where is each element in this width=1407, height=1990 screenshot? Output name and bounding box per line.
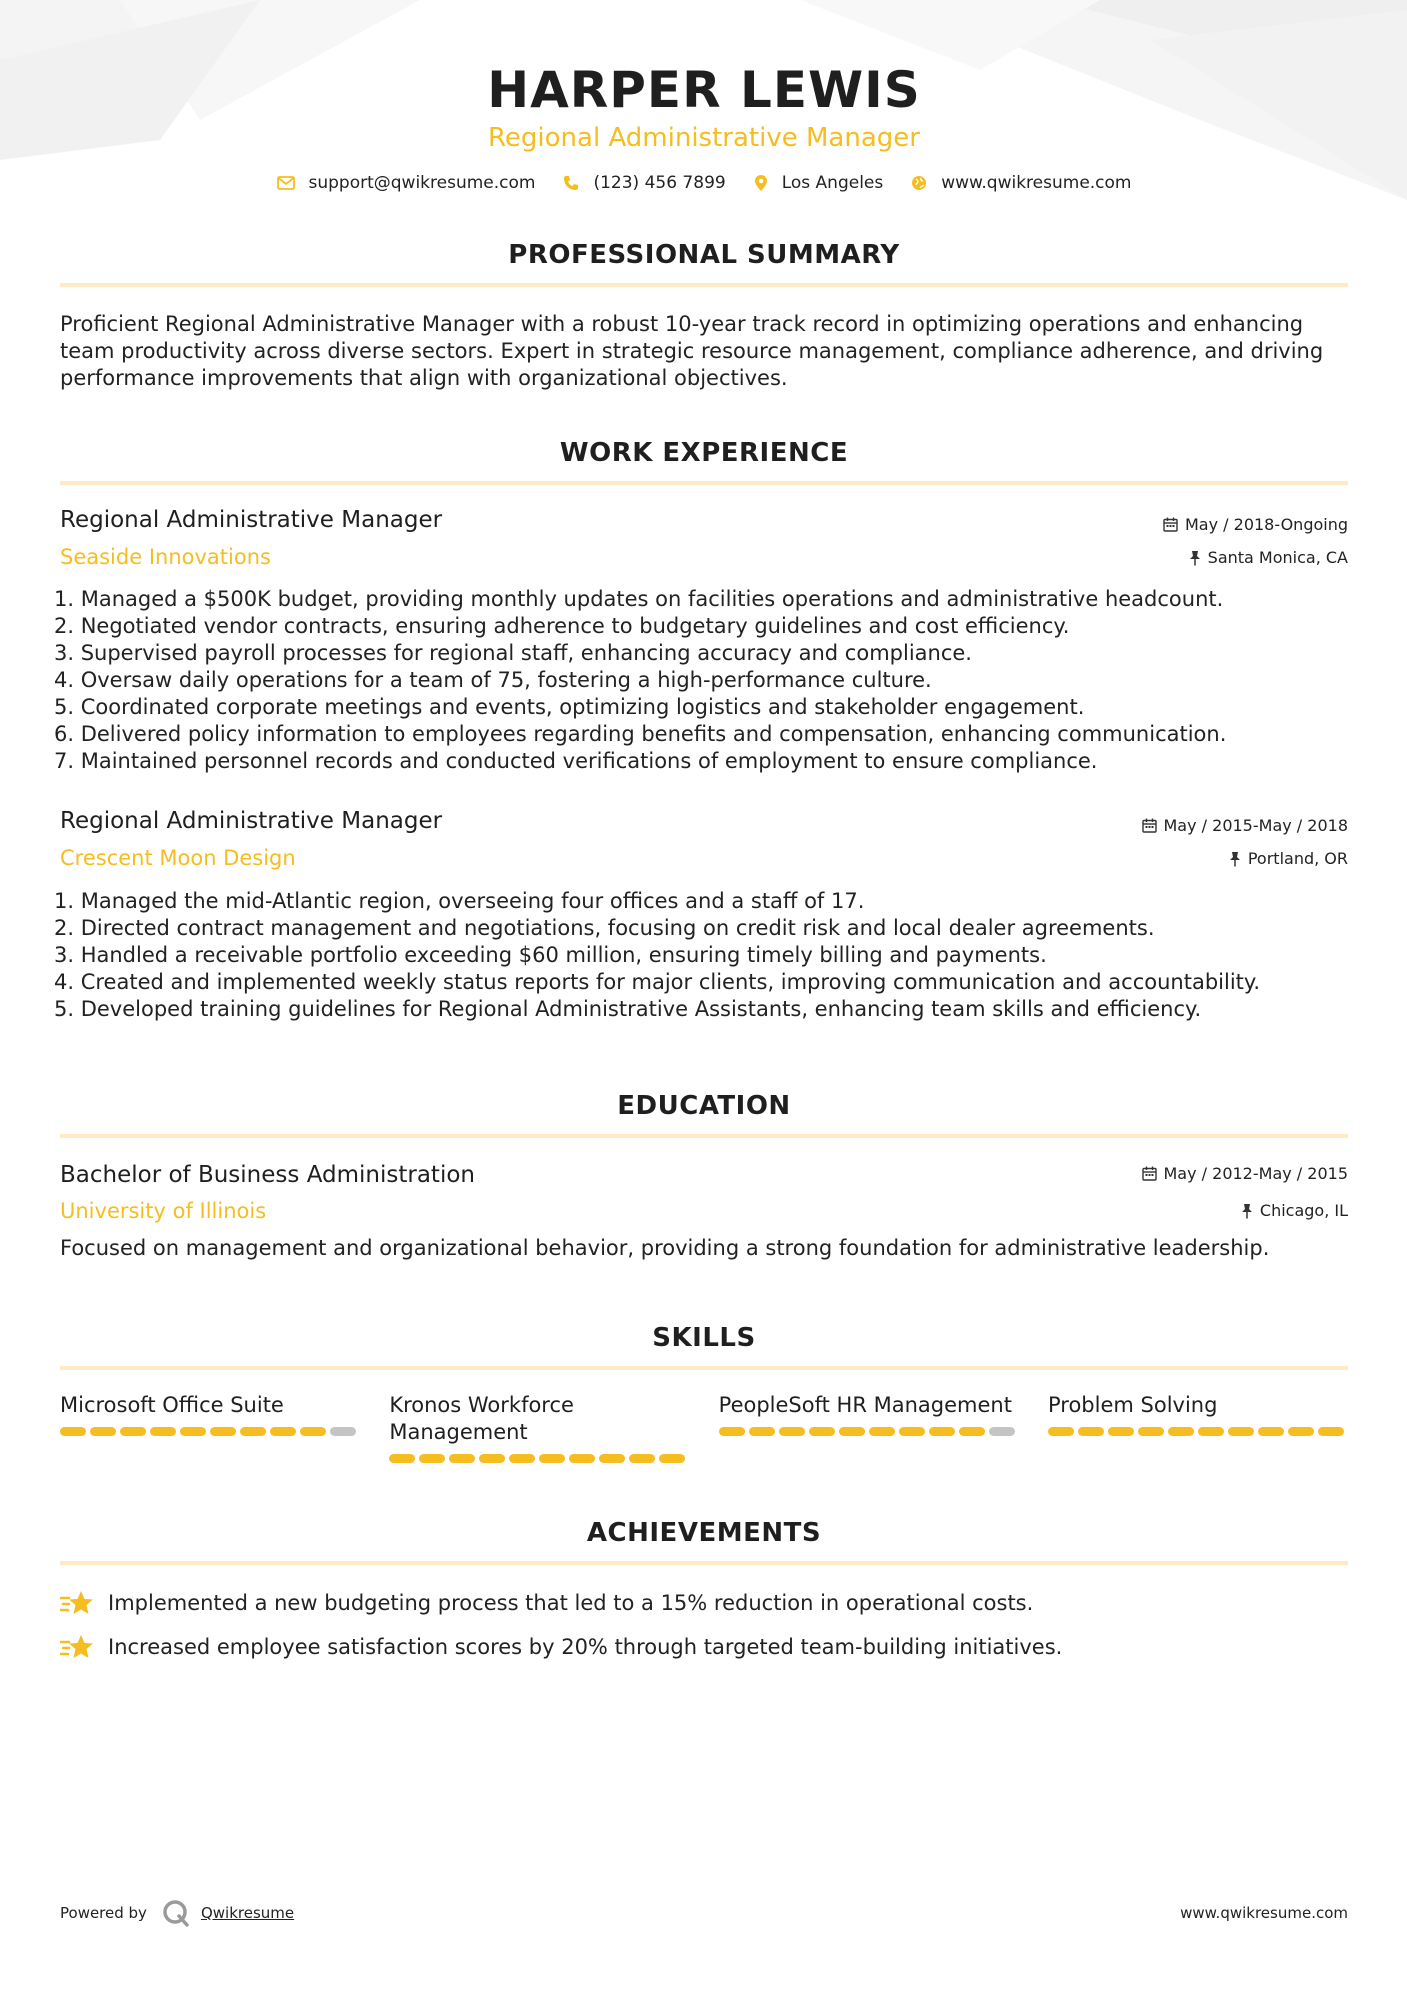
skill-item	[389, 1392, 689, 1463]
degree-title: Bachelor of Business Administration	[60, 1162, 475, 1188]
skill-dot-filled	[1138, 1427, 1164, 1436]
skill-dot-filled	[839, 1427, 865, 1436]
skill-dot-filled	[659, 1454, 685, 1463]
powered-by-label: Powered by	[60, 1904, 147, 1922]
section-divider	[60, 1366, 1348, 1370]
skill-dot-filled	[270, 1427, 296, 1436]
section-title-education: EDUCATION	[617, 1091, 791, 1121]
calendar-icon	[1163, 517, 1178, 532]
achievement-text: Increased employee satisfaction scores by 20% through targeted team-building initiatives.	[108, 1634, 1063, 1659]
skill-dot-filled	[479, 1454, 505, 1463]
section-title-skills: SKILLS	[652, 1323, 756, 1353]
skill-dot-filled	[419, 1454, 445, 1463]
job-dates-text: May / 2018-Ongoing	[1185, 515, 1348, 534]
achievement-item	[60, 1589, 1033, 1617]
skill-dot-filled	[180, 1427, 206, 1436]
skill-dot-filled	[449, 1454, 475, 1463]
skill-dot-filled	[389, 1454, 415, 1463]
skill-dot-filled	[599, 1454, 625, 1463]
job-location-text: Portland, OR	[1247, 849, 1348, 868]
skill-dot-filled	[1288, 1427, 1314, 1436]
list-item: 4. Oversaw daily operations for a team of 75, fostering a high-performance culture.	[54, 668, 932, 692]
skill-dot-filled	[779, 1427, 805, 1436]
skill-dot-filled	[240, 1427, 266, 1436]
skill-dot-filled	[1168, 1427, 1194, 1436]
skill-dot-filled	[1048, 1427, 1074, 1436]
skill-dot-filled	[629, 1454, 655, 1463]
job-responsibilities	[54, 586, 1226, 775]
contact-location	[754, 173, 884, 193]
summary-line: team productivity across diverse sectors. Expert in strategic resource management, compliance adherence, and driving	[60, 339, 1324, 363]
job-company: Crescent Moon Design	[60, 846, 296, 870]
email-text: support@qwikresume.com	[308, 173, 536, 193]
education-dates-text: May / 2012-May / 2015	[1163, 1164, 1348, 1183]
map-pin-icon	[754, 174, 768, 192]
calendar-icon	[1142, 818, 1157, 833]
skill-dot-filled	[869, 1427, 895, 1436]
job-dates-text: May / 2015-May / 2018	[1163, 816, 1348, 835]
section-title-achievements: ACHIEVEMENTS	[586, 1518, 822, 1548]
achievement-text: Implemented a new budgeting process that led to a 15% reduction in operational costs.	[108, 1590, 1034, 1615]
skill-dot-empty	[330, 1427, 356, 1436]
skill-name: Kronos Workforce Management	[389, 1393, 574, 1444]
contact-bar	[60, 173, 1348, 193]
skill-dot-filled	[1258, 1427, 1284, 1436]
skill-item	[719, 1392, 1019, 1463]
section-divider	[60, 1134, 1348, 1138]
job-company: Seaside Innovations	[60, 545, 271, 569]
section-title-experience: WORK EXPERIENCE	[559, 438, 849, 468]
skill-dot-filled	[1078, 1427, 1104, 1436]
resume-header	[60, 62, 1348, 193]
job-title: Regional Administrative Manager	[60, 507, 443, 533]
skill-name: Microsoft Office Suite	[60, 1393, 284, 1417]
section-divider	[60, 1561, 1348, 1565]
school-name: University of Illinois	[60, 1199, 267, 1223]
skill-dot-filled	[1108, 1427, 1134, 1436]
skill-dot-filled	[509, 1454, 535, 1463]
list-item: 3. Handled a receivable portfolio exceeding $60 million, ensuring timely billing and payments.	[54, 943, 1047, 967]
email-icon	[277, 176, 295, 190]
section-title-summary: PROFESSIONAL SUMMARY	[508, 240, 900, 270]
pushpin-icon	[1241, 1203, 1253, 1219]
pushpin-icon	[1229, 851, 1241, 867]
job-dates	[1163, 515, 1348, 534]
skill-dot-filled	[719, 1427, 745, 1436]
phone-icon	[563, 175, 579, 191]
job-dates	[1142, 816, 1349, 835]
list-item: 2. Negotiated vendor contracts, ensuring adherence to budgetary guidelines and cost efficiency.	[54, 614, 1070, 638]
skill-dot-empty	[989, 1427, 1015, 1436]
skill-item	[1048, 1392, 1348, 1463]
list-item: 3. Supervised payroll processes for regional staff, enhancing accuracy and compliance.	[54, 641, 972, 665]
skill-rating	[1048, 1427, 1348, 1436]
summary-text	[60, 311, 1348, 392]
skill-dot-filled	[120, 1427, 146, 1436]
star-achievement-icon	[60, 1633, 94, 1661]
skill-dot-filled	[929, 1427, 955, 1436]
qwikresume-logo-icon	[161, 1898, 191, 1928]
website-text: www.qwikresume.com	[941, 173, 1132, 193]
phone-text: (123) 456 7899	[593, 173, 726, 193]
skill-dot-filled	[1228, 1427, 1254, 1436]
job-location	[1229, 849, 1348, 868]
list-item: 5. Coordinated corporate meetings and events, optimizing logistics and stakeholder engagement.	[54, 695, 1085, 719]
skill-dot-filled	[809, 1427, 835, 1436]
calendar-icon	[1142, 1166, 1157, 1181]
job-responsibilities	[54, 888, 1260, 1023]
list-item: 2. Directed contract management and negotiations, focusing on credit risk and local dealer agreements.	[54, 916, 1155, 940]
skill-dot-filled	[959, 1427, 985, 1436]
skill-dot-filled	[539, 1454, 565, 1463]
contact-phone[interactable]	[563, 173, 725, 193]
resume-page	[54, 0, 1348, 1659]
list-item: 6. Delivered policy information to employees regarding benefits and compensation, enhancing communication.	[54, 722, 1227, 746]
list-item: 1. Managed the mid-Atlantic region, overseeing four offices and a staff of 17.	[54, 889, 865, 913]
list-item: 4. Created and implemented weekly status reports for major clients, improving communication and accountability.	[54, 970, 1260, 994]
education-location	[1241, 1201, 1348, 1220]
summary-line: performance improvements that align with organizational objectives.	[60, 366, 788, 390]
skill-dot-filled	[60, 1427, 86, 1436]
skill-name: PeopleSoft HR Management	[718, 1393, 1012, 1417]
job-location	[1189, 548, 1348, 567]
footer-website-link[interactable]: www.qwikresume.com	[1180, 1904, 1348, 1922]
footer-brand-group	[60, 1898, 294, 1928]
education-dates	[1142, 1164, 1349, 1183]
section-divider	[60, 481, 1348, 485]
skill-dot-filled	[569, 1454, 595, 1463]
skill-dot-filled	[749, 1427, 775, 1436]
skill-item	[60, 1392, 360, 1463]
skill-name: Problem Solving	[1047, 1393, 1218, 1417]
skill-dot-filled	[899, 1427, 925, 1436]
section-divider	[60, 283, 1348, 287]
contact-website[interactable]	[911, 173, 1131, 193]
education-description: Focused on management and organizational behavior, providing a strong foundation for administrative leadership.	[60, 1236, 1270, 1260]
location-text: Los Angeles	[781, 173, 884, 193]
skill-dot-filled	[150, 1427, 176, 1436]
skill-rating	[719, 1427, 1019, 1436]
list-item: 7. Maintained personnel records and conducted verifications of employment to ensure compliance.	[54, 749, 1098, 773]
skill-dot-filled	[210, 1427, 236, 1436]
job-title: Regional Administrative Manager	[60, 808, 443, 834]
globe-icon	[911, 175, 927, 191]
job-location-text: Santa Monica, CA	[1207, 548, 1348, 567]
education-location-text: Chicago, IL	[1259, 1201, 1348, 1220]
star-achievement-icon	[60, 1589, 94, 1617]
qwikresume-link[interactable]: Qwikresume	[200, 1904, 295, 1922]
contact-email[interactable]	[277, 173, 536, 193]
skill-rating	[389, 1454, 689, 1463]
skills-grid	[60, 1392, 1348, 1463]
skill-rating	[60, 1427, 360, 1436]
summary-line: Proficient Regional Administrative Manager with a robust 10-year track record in optimizing operations and enhancing	[60, 312, 1304, 336]
skill-dot-filled	[1198, 1427, 1224, 1436]
skill-dot-filled	[1318, 1427, 1344, 1436]
pushpin-icon	[1189, 550, 1201, 566]
skill-dot-filled	[90, 1427, 116, 1436]
list-item: 1. Managed a $500K budget, providing monthly updates on facilities operations and administrative headcount.	[54, 587, 1224, 611]
candidate-title: Regional Administrative Manager	[488, 123, 920, 153]
page-footer	[60, 1898, 1348, 1928]
achievement-item	[60, 1633, 1062, 1661]
list-item: 5. Developed training guidelines for Regional Administrative Assistants, enhancing team skills and efficiency.	[54, 997, 1202, 1021]
skill-dot-filled	[300, 1427, 326, 1436]
candidate-name: HARPER LEWIS	[487, 61, 921, 119]
